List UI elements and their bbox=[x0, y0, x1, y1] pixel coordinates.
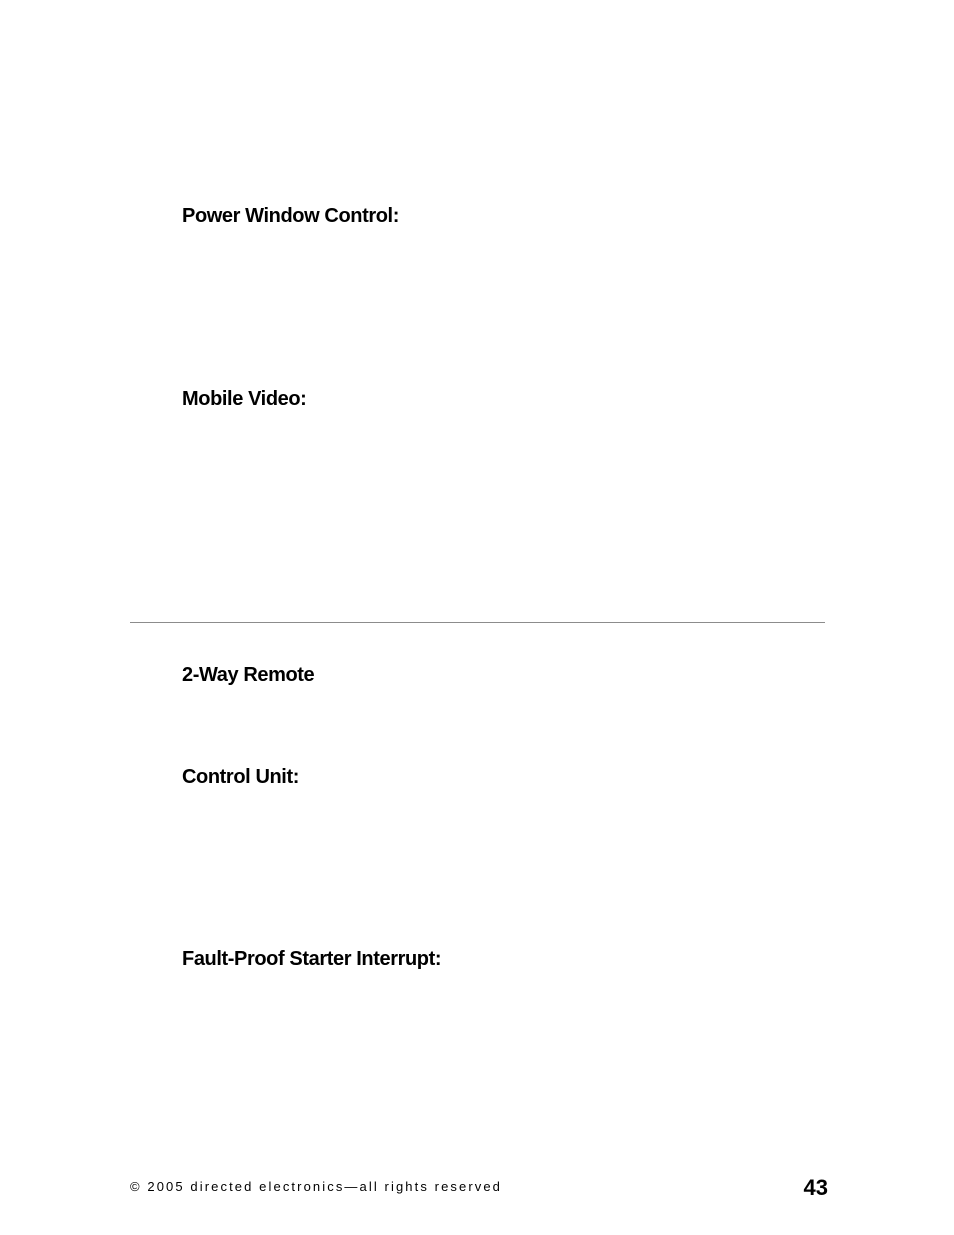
horizontal-divider bbox=[130, 622, 825, 623]
heading-fault-proof-starter-interrupt: Fault-Proof Starter Interrupt: bbox=[182, 948, 442, 970]
heading-mobile-video: Mobile Video: bbox=[182, 388, 307, 410]
footer-copyright: © 2005 directed electronics—all rights reserved bbox=[130, 1179, 503, 1194]
heading-2-way-remote: 2-Way Remote bbox=[182, 664, 315, 686]
heading-control-unit: Control Unit: bbox=[182, 766, 299, 788]
page-number: 43 bbox=[803, 1175, 828, 1200]
heading-power-window-control: Power Window Control: bbox=[182, 205, 399, 227]
